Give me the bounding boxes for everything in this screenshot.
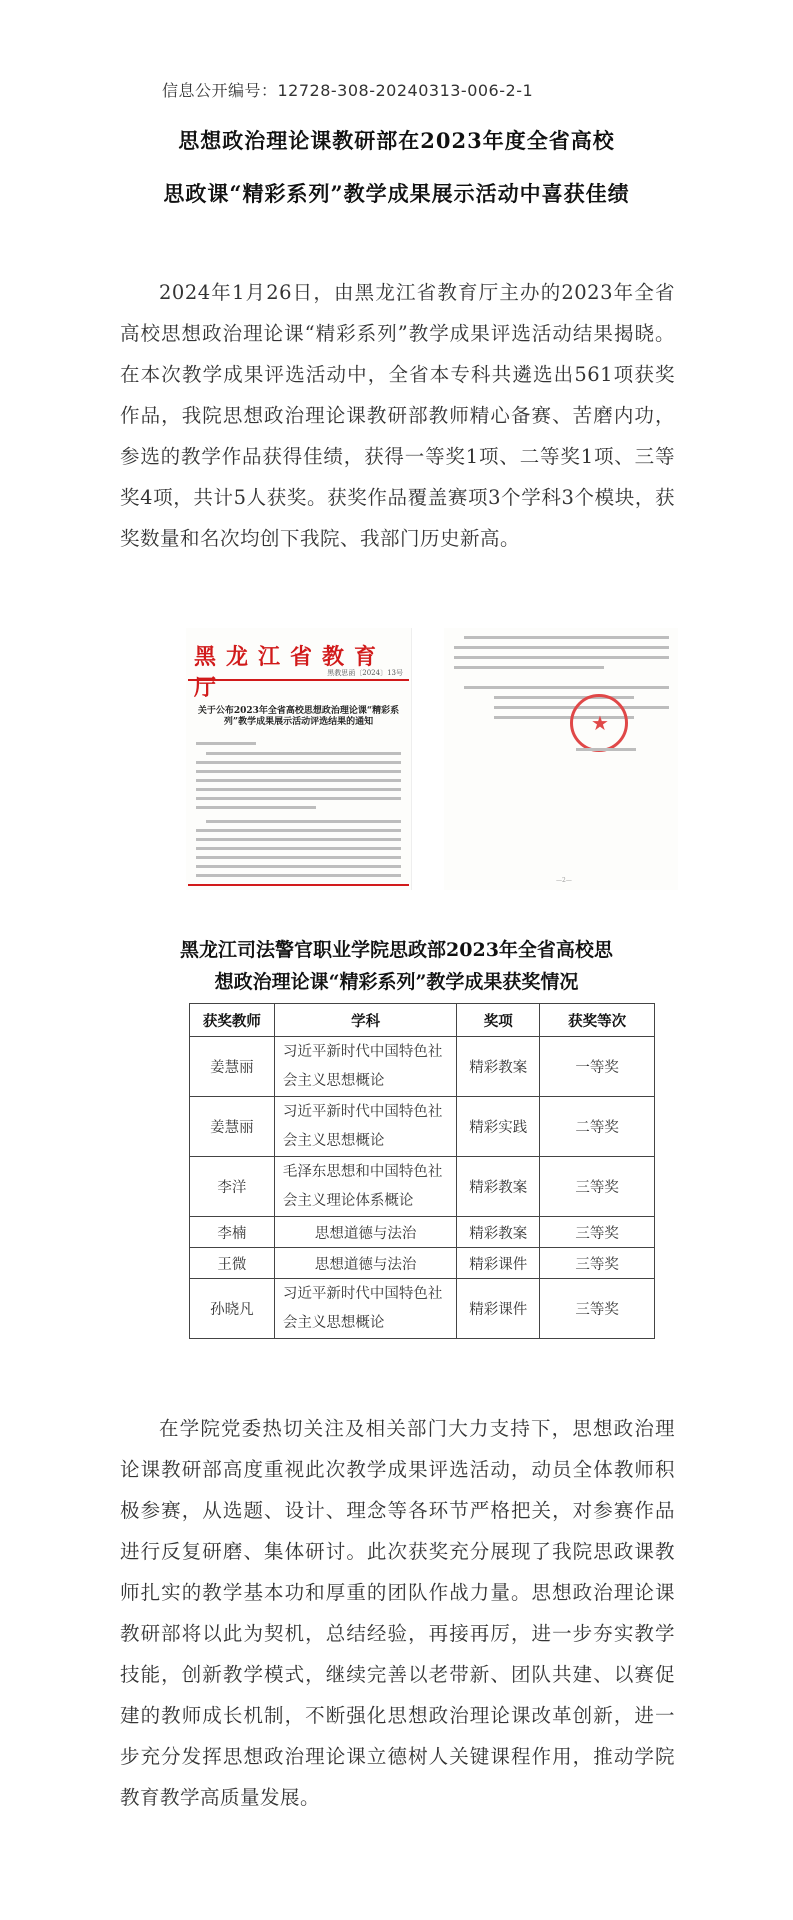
cell-subject: 思想道德与法治 [274, 1217, 457, 1248]
cell-award: 精彩教案 [457, 1217, 540, 1248]
header-level: 获奖等次 [540, 1004, 655, 1037]
subject-line2: 会主义思想概论 [282, 1072, 385, 1089]
doc-text-line [464, 636, 669, 639]
subject-line2: 会主义思想概论 [282, 1314, 385, 1331]
subject-line2: 会主义思想概论 [282, 1132, 385, 1149]
doc-text-line [196, 742, 256, 745]
doc-text-line [454, 646, 669, 649]
cell-teacher: 姜慧丽 [190, 1097, 275, 1157]
header-subject: 学科 [274, 1004, 457, 1037]
doc-red-rule [188, 679, 409, 681]
doc-text-line [196, 806, 316, 809]
table-title-line1: 黑龙江司法警官职业学院思政部2023年全省高校思 [180, 939, 613, 961]
award-table [189, 1003, 655, 1339]
table-row [190, 1248, 655, 1279]
doc-red-rule-bottom [188, 884, 409, 886]
doc-number: 黑教思函〔2024〕13号 [327, 669, 403, 677]
cell-teacher: 姜慧丽 [190, 1037, 275, 1097]
cell-teacher: 孙晓凡 [190, 1279, 275, 1339]
doc-notice-title: 关于公布2023年全省高校思想政治理论课“精彩系列”教学成果展示活动评选结果的通知 [197, 706, 400, 727]
cell-level: 三等奖 [540, 1248, 655, 1279]
doc-text-line [454, 666, 604, 669]
cell-subject [274, 1157, 457, 1217]
subject-line1: 毛泽东思想和中国特色社 [282, 1163, 443, 1180]
cell-subject [274, 1097, 457, 1157]
doc-text-line [576, 748, 636, 751]
table-row [190, 1279, 655, 1339]
cell-subject [274, 1037, 457, 1097]
cell-level: 三等奖 [540, 1279, 655, 1339]
doc-text-line [196, 797, 401, 800]
doc-text-line [196, 779, 401, 782]
subject-line2: 会主义理论体系概论 [282, 1192, 414, 1209]
cell-award: 精彩教案 [457, 1037, 540, 1097]
doc-text-line [206, 820, 401, 823]
subject-line1: 习近平新时代中国特色社 [282, 1285, 443, 1302]
cell-level: 三等奖 [540, 1157, 655, 1217]
doc-page-number: —2— [556, 877, 572, 884]
doc-text-line [196, 874, 401, 877]
seal-star-icon: ★ [591, 711, 609, 735]
cell-award: 精彩实践 [457, 1097, 540, 1157]
cell-award: 精彩课件 [457, 1248, 540, 1279]
subject-line1: 习近平新时代中国特色社 [282, 1043, 443, 1060]
paragraph-2 [120, 1408, 675, 1818]
subject-line1: 习近平新时代中国特色社 [282, 1103, 443, 1120]
doc-text-line [196, 847, 401, 850]
doc-text-line [196, 856, 401, 859]
table-title-line2: 想政治理论课“精彩系列”教学成果获奖情况 [214, 971, 579, 993]
cell-subject [274, 1279, 457, 1339]
cell-teacher: 李洋 [190, 1157, 275, 1217]
cell-award: 精彩教案 [457, 1157, 540, 1217]
doc-text-line [196, 865, 401, 868]
doc-text-line [196, 829, 401, 832]
doc-text-line [196, 838, 401, 841]
doc-text-line [206, 752, 401, 755]
table-row [190, 1037, 655, 1097]
cell-award: 精彩课件 [457, 1279, 540, 1339]
notice-document-page2 [444, 628, 678, 890]
doc-text-line [454, 656, 669, 659]
doc-text-line [196, 770, 401, 773]
table-row [190, 1217, 655, 1248]
cell-level: 二等奖 [540, 1097, 655, 1157]
table-row [190, 1097, 655, 1157]
paragraph-1 [120, 272, 675, 559]
cell-teacher: 王微 [190, 1248, 275, 1279]
doc-text-line [196, 761, 401, 764]
table-row [190, 1157, 655, 1217]
page-title-line1: 思想政治理论课教研部在2023年度全省高校 [178, 128, 615, 153]
page-title-line2: 思政课“精彩系列”教学成果展示活动中喜获佳绩 [163, 181, 630, 206]
cell-teacher: 李楠 [190, 1217, 275, 1248]
official-seal [570, 694, 628, 752]
cell-level: 三等奖 [540, 1217, 655, 1248]
cell-subject: 思想道德与法治 [274, 1248, 457, 1279]
table-header-row [190, 1004, 655, 1037]
header-award: 奖项 [457, 1004, 540, 1037]
notice-document-page1 [186, 628, 412, 890]
cell-level: 一等奖 [540, 1037, 655, 1097]
header-teacher: 获奖教师 [190, 1004, 275, 1037]
doc-text-line [464, 686, 669, 689]
info-number: 信息公开编号：12728-308-20240313-006-2-1 [162, 81, 534, 100]
paragraph-2-text: 在学院党委热切关注及相关部门大力支持下，思想政治理论课教研部高度重视此次教学成果评选活动，动员全体教师积极参赛，从选题、设计、理念等各环节严格把关，对参赛作品进行反复研磨、集体研讨。此次获奖充分展现了我院思政课教师扎实的教学基本功和厚重的团队作战力量。思想政治理论课教研部将以此为契机，总结经验，再接再厉，进一步夯实教学技能，创新教学模式，继续完善以老带新、团队共建、以赛促建的教师成长机制，不断强化思想政治理论课改革创新，进一步充分发挥思想政治理论课立德树人关键课程作用，推动学院教育教学高质量发展。 [120, 1417, 675, 1809]
doc-header: 黑龙江省教育厅 [194, 644, 387, 701]
doc-text-line [196, 788, 401, 791]
paragraph-1-text: 2024年1月26日，由黑龙江省教育厅主办的2023年全省高校思想政治理论课“精彩系列”教学成果评选活动结果揭晓。在本次教学成果评选活动中，全省本专科共遴选出561项获奖作品，我院思想政治理论课教研部教师精心备赛、苦磨内功，参选的教学作品获得佳绩，获得一等奖1项、二等奖1项、三等奖4项，共计5人获奖。获奖作品覆盖赛项3个学科3个模块，获奖数量和名次均创下我院、我部门历史新高。 [120, 281, 675, 550]
